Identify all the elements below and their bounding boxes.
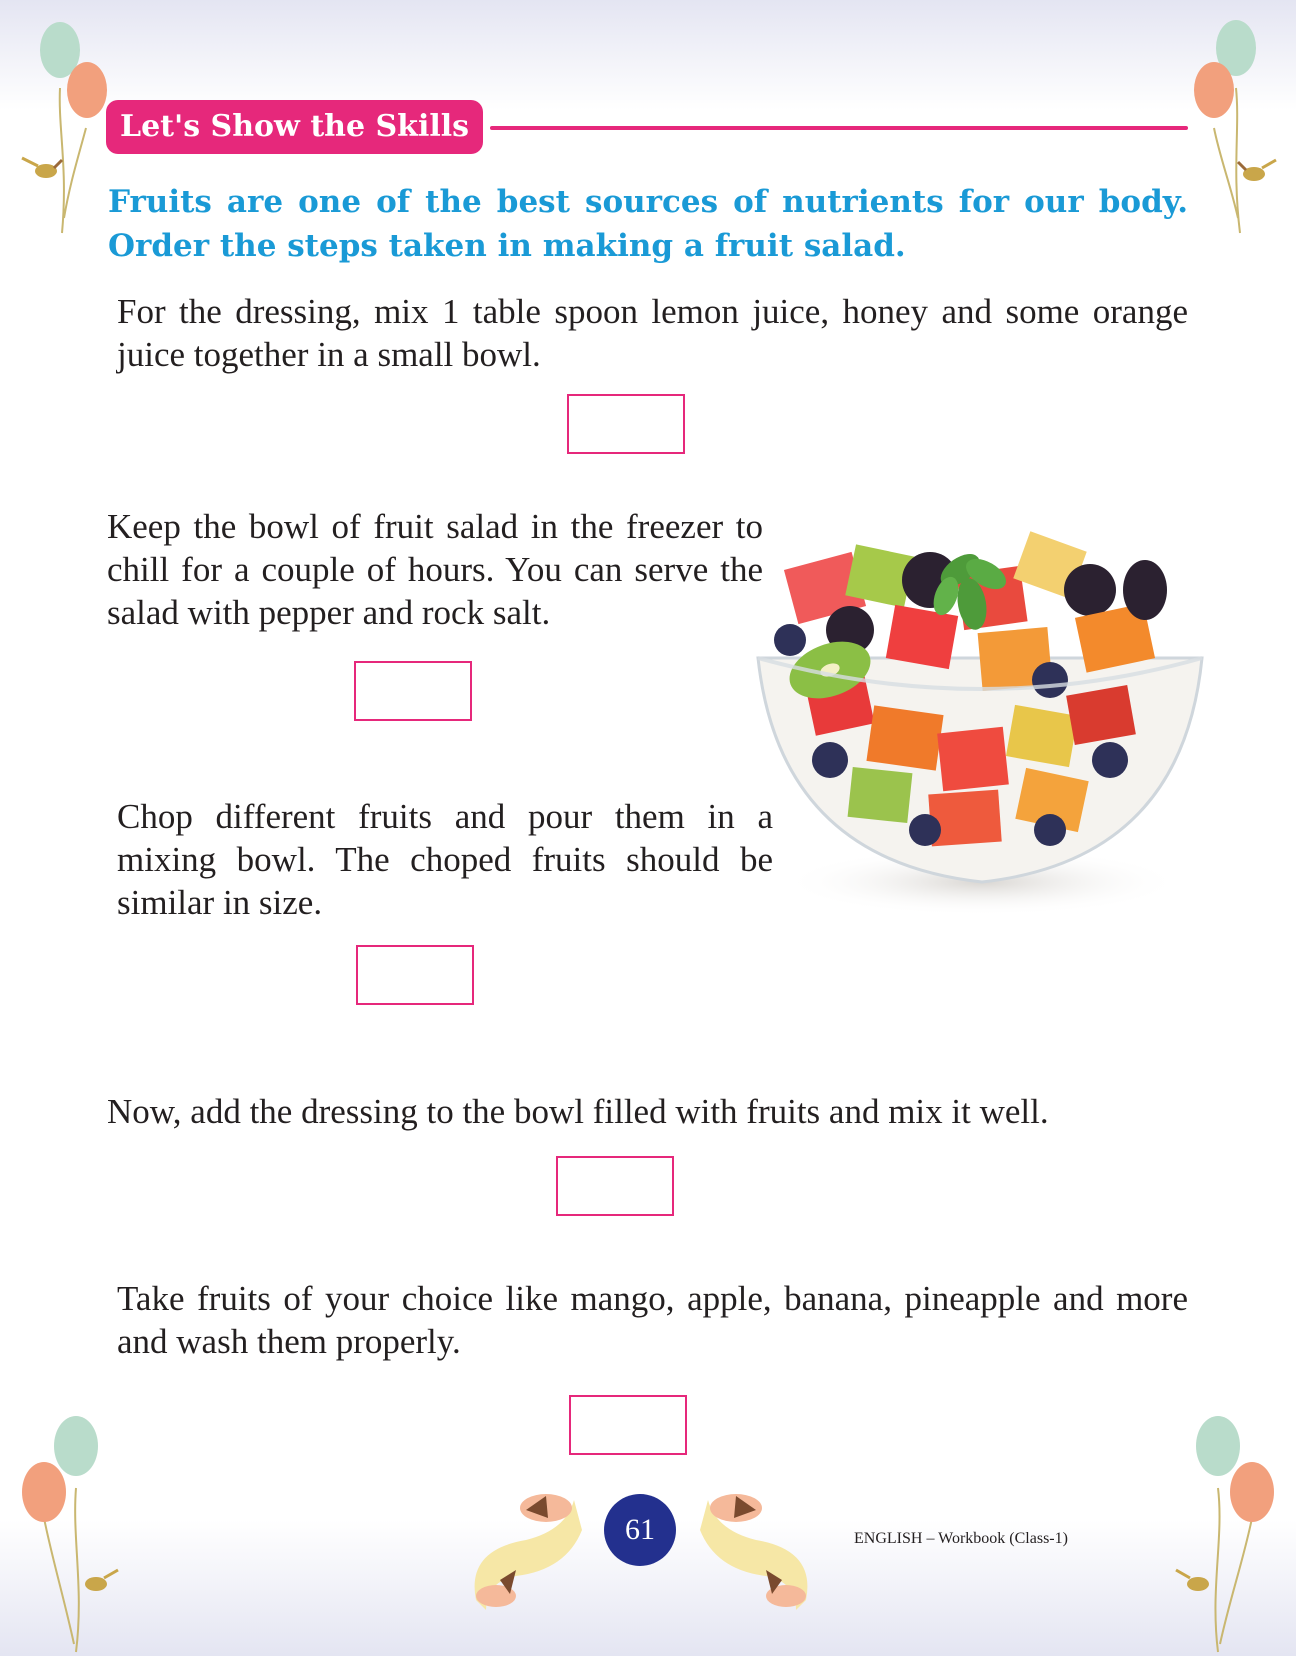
fruit-salad-bowl-image (750, 530, 1210, 922)
step-text-add-dressing: Now, add the dressing to the bowl filled with fruits and mix it well. (107, 1092, 1049, 1131)
section-divider (490, 126, 1188, 130)
page-number: 61 (604, 1494, 676, 1566)
step-text-dressing: For the dressing, mix 1 table spoon lemon juice, honey and some orange juice together in a small bowl. (117, 292, 1188, 374)
answer-box-freezer[interactable] (354, 661, 472, 721)
step-text-freezer: Keep the bowl of fruit salad in the freezer to chill for a couple of hours. You can serve the salad with pepper and rock salt. (107, 507, 763, 632)
answer-box-add-dressing[interactable] (556, 1156, 674, 1216)
balloons-decoration-bottom-right (1168, 1408, 1288, 1654)
section-title-badge: Let's Show the Skills (106, 100, 483, 154)
answer-box-dressing[interactable] (567, 394, 685, 454)
answer-box-wash-fruits[interactable] (569, 1395, 687, 1455)
birds-decoration-left (456, 1490, 586, 1620)
birds-decoration-right (696, 1490, 826, 1620)
answer-box-chop-fruits[interactable] (356, 945, 474, 1005)
book-title: ENGLISH – Workbook (Class-1) (854, 1530, 1068, 1547)
instruction-text: Fruits are one of the best sources of nutrients for our body. Order the steps taken in making a fruit salad. (108, 184, 1188, 264)
step-text-chop-fruits: Chop different fruits and pour them in a mixing bowl. The choped fruits should be similar in size. (117, 797, 773, 922)
balloons-decoration-bottom-left (18, 1408, 128, 1654)
balloons-decoration-top-right (1180, 18, 1290, 238)
step-text-wash-fruits: Take fruits of your choice like mango, apple, banana, pineapple and more and wash them properly. (117, 1279, 1188, 1361)
